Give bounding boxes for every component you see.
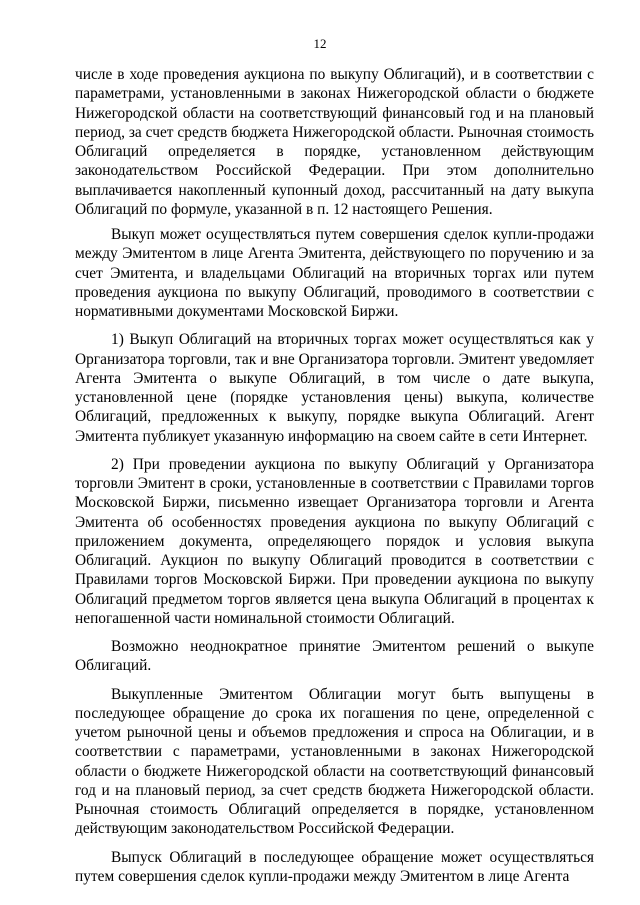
paragraph-continuation: числе в ходе проведения аукциона по выкупу Облигаций), и в соответствии с параметрами, установленными в законах Нижегородской области о бюджете Нижегородской области на соответствующий финансовый год и на плановый период, за счет средств бюджета Нижегородской области. Рыночная стоимость Облигаций определяется в порядке, установленном действующим законодательством Российской Федерации. При этом дополнительно выплачивается накопленный купонный доход, рассчитанный на дату выкупа Облигаций по формуле, указанной в п. 12 настоящего Решения. <box>75 66 594 218</box>
paragraph-buyback-methods: Выкуп может осуществляться путем совершения сделок купли-продажи между Эмитентом в лице Агента Эмитента, действующего по поручению и за счет Эмитента, и владельцами Облигаций на вторичных торгах или путем проведения аукциона по выкупу Облигаций, проводимого в соответствии с нормативными документами Московской Биржи. <box>75 226 594 320</box>
page-number: 12 <box>313 36 327 51</box>
paragraph-repeated-decisions: Возможно неоднократное принятие Эмитентом решений о выкупе Облигаций. <box>75 638 594 675</box>
paragraph-secondary-trading: 1) Выкуп Облигаций на вторичных торгах может осуществляться как у Организатора торговли, так и вне Организатора торговли. Эмитент уведомляет Агента Эмитента о выкупе Облигаций, в том числе о дате выкупа, установленной цене (порядке установления цены) выкупа, количестве Облигаций, предложенных к выкупу, порядке выкупа Облигаций. Агент Эмитента публикует указанную информацию на своем сайте в сети Интернет. <box>75 331 594 445</box>
document-body <box>75 65 594 892</box>
paragraph-auction: 2) При проведении аукциона по выкупу Облигаций у Организатора торговли Эмитент в сроки, установленные в соответствии с Правилами торгов Московской Биржи, письменно извещает Организатора торговли и Агента Эмитента об особенностях проведения аукциона по выкупу Облигаций с приложением документа, определяющего порядок и условия выкупа Облигаций. Аукцион по выкупу Облигаций проводится в соответствии с Правилами торгов Московской Биржи. При проведении аукциона по выкупу Облигаций предметом торгов является цена выкупа Облигаций в процентах к непогашенной части номинальной стоимости Облигаций. <box>75 455 594 627</box>
paragraph-reissue: Выкупленные Эмитентом Облигации могут быть выпущены в последующее обращение до срока их погашения по цене, определенной с учетом рыночной цены и объемов предложения и спроса на Облигации, и в соответствии с параметрами, установленными в законах Нижегородской области о бюджете Нижегородской области на соответствующий финансовый год и на плановый период, за счет средств бюджета Нижегородской области. Рыночная стоимость Облигаций определяется в порядке, установленном действующим законодательством Российской Федерации. <box>75 685 594 838</box>
paragraph-reissue-method: Выпуск Облигаций в последующее обращение может осуществляться путем совершения сделок купли-продажи между Эмитентом в лице Агента <box>75 848 594 885</box>
